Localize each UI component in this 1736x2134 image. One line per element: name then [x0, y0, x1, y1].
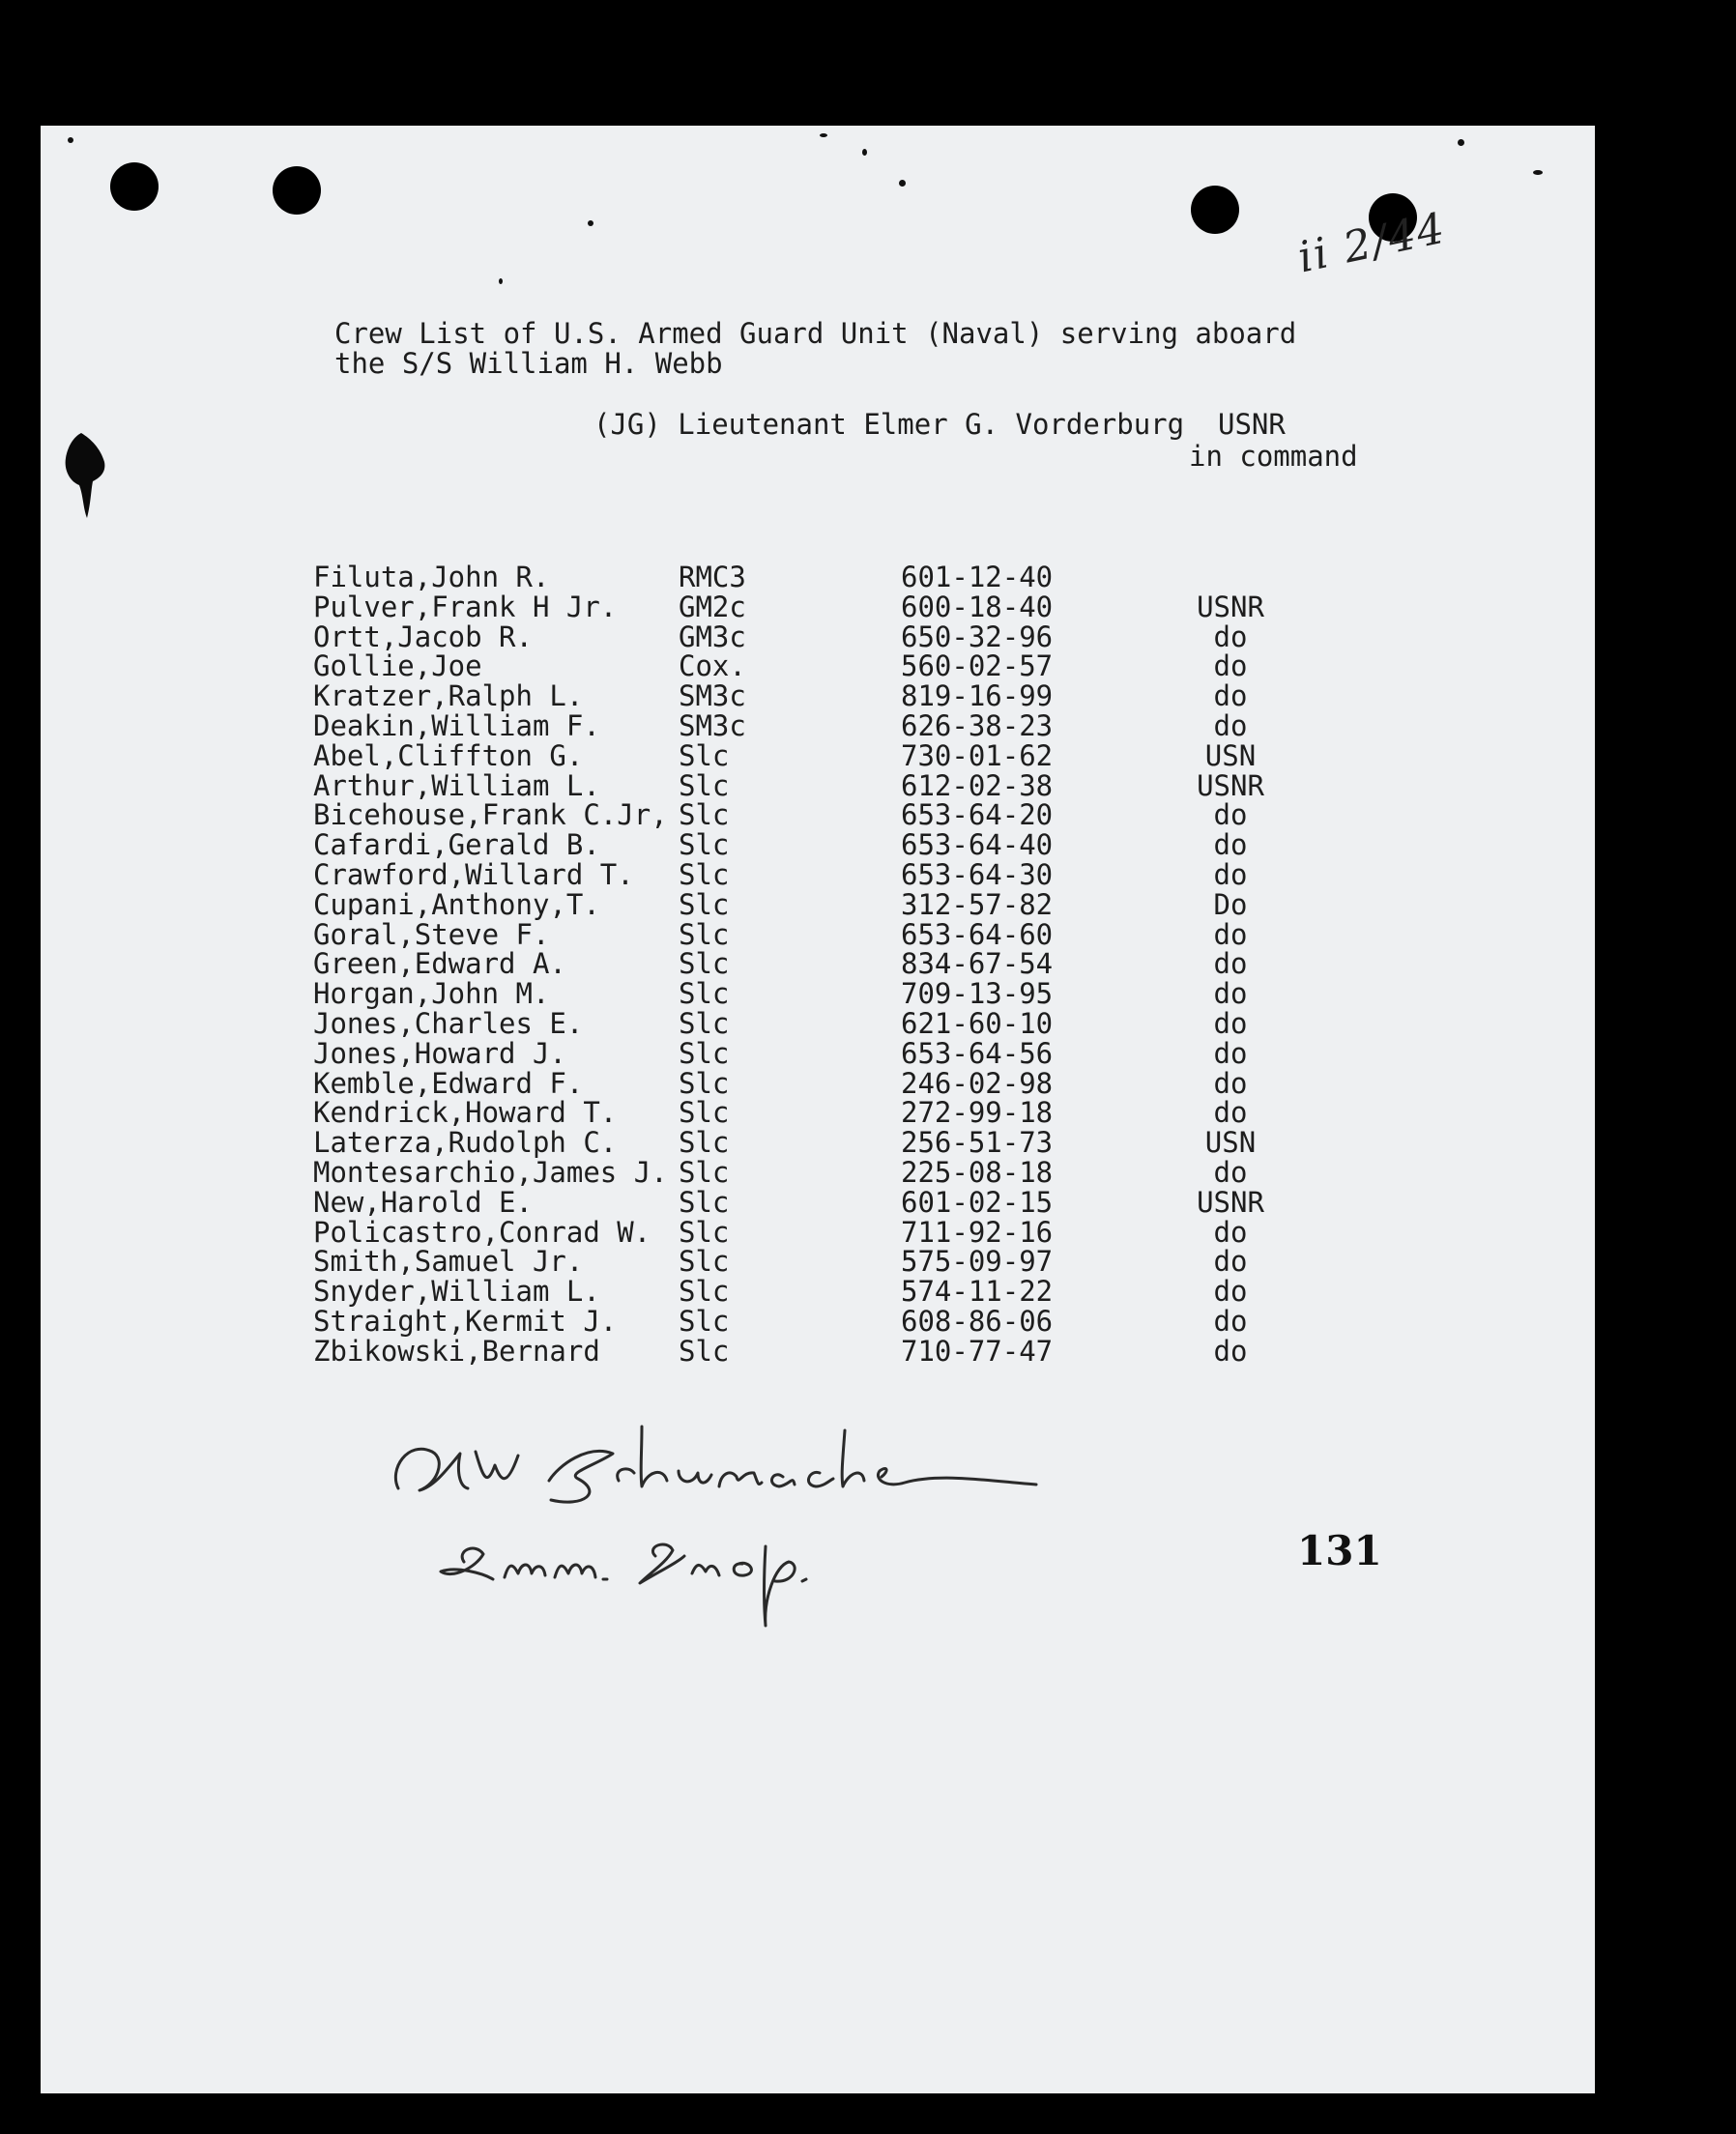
crew-rate: Slc [679, 1036, 730, 1070]
crew-branch: USN [1204, 738, 1257, 772]
crew-row [313, 1185, 1376, 1219]
crew-row [313, 1066, 1376, 1100]
crew-rate: Slc [679, 1096, 730, 1130]
crew-branch: do [1213, 620, 1248, 653]
crew-name: Pulver,Frank H Jr. [313, 590, 618, 623]
speck [588, 220, 593, 226]
crew-rate: Slc [679, 1245, 730, 1279]
crew-row [313, 1277, 1376, 1307]
crew-service-number: 653-64-40 [901, 828, 1054, 862]
crew-branch: do [1213, 917, 1248, 951]
crew-roster [313, 562, 1376, 1367]
crew-row [313, 651, 1376, 681]
speck [1458, 139, 1464, 146]
command-note: in command [1189, 440, 1358, 473]
crew-branch: do [1213, 1245, 1248, 1279]
crew-branch: do [1213, 857, 1248, 891]
crew-name: Smith,Samuel Jr. [313, 1245, 584, 1279]
crew-service-number: 709-13-95 [901, 977, 1054, 1011]
paper-sheet [41, 126, 1595, 2093]
crew-row [313, 857, 1376, 891]
crew-branch: do [1213, 1096, 1248, 1130]
crew-rate: Slc [679, 738, 730, 772]
crew-row [313, 592, 1376, 622]
crew-name: New,Harold E. [313, 1185, 533, 1219]
crew-rate: SM3c [679, 679, 746, 713]
crew-service-number: 601-02-15 [901, 1185, 1054, 1219]
crew-branch: do [1213, 1155, 1248, 1189]
crew-name: Laterza,Rudolph C. [313, 1126, 618, 1160]
crew-row [313, 1215, 1376, 1249]
crew-rate: Slc [679, 947, 730, 981]
crew-rate: Slc [679, 917, 730, 951]
punch-hole [110, 162, 159, 211]
crew-branch: do [1213, 1066, 1248, 1100]
crew-service-number: 650-32-96 [901, 620, 1054, 653]
crew-row [313, 917, 1376, 951]
crew-branch: do [1213, 828, 1248, 862]
crew-name: Abel,Cliffton G. [313, 738, 584, 772]
crew-branch: do [1213, 1275, 1248, 1309]
crew-row [313, 708, 1376, 742]
crew-name: Goral,Steve F. [313, 917, 550, 951]
crew-row [313, 979, 1376, 1009]
crew-service-number: 711-92-16 [901, 1215, 1054, 1249]
punch-hole [1191, 186, 1239, 234]
crew-service-number: 653-64-60 [901, 917, 1054, 951]
crew-rate: Slc [679, 1215, 730, 1249]
crew-rate: Slc [679, 1126, 730, 1160]
crew-name: Kendrick,Howard T. [313, 1096, 618, 1130]
crew-rate: Slc [679, 887, 730, 921]
page-number: 131 [1297, 1527, 1382, 1574]
crew-service-number: 312-57-82 [901, 887, 1054, 921]
crew-row [313, 800, 1376, 830]
crew-name: Cafardi,Gerald B. [313, 828, 600, 862]
crew-name: Snyder,William L. [313, 1275, 600, 1309]
crew-rate: Slc [679, 1006, 730, 1040]
crew-branch: do [1213, 1304, 1248, 1338]
crew-branch: do [1213, 1036, 1248, 1070]
crew-branch: USNR [1197, 768, 1264, 802]
crew-service-number: 272-99-18 [901, 1096, 1054, 1130]
handwritten-signature [360, 1372, 1056, 1672]
crew-branch: do [1213, 679, 1248, 713]
crew-rate: Slc [679, 857, 730, 891]
crew-rate: Slc [679, 798, 730, 832]
crew-row [313, 1036, 1376, 1070]
crew-name: Montesarchio,James J. [313, 1155, 668, 1189]
commander-line: (JG) Lieutenant Elmer G. Vorderburg USNR [593, 408, 1286, 441]
crew-service-number: 608-86-06 [901, 1304, 1054, 1338]
crew-branch: do [1213, 1215, 1248, 1249]
crew-branch: do [1213, 1334, 1248, 1368]
crew-branch: USNR [1197, 590, 1264, 623]
crew-row [313, 562, 1376, 592]
crew-branch: do [1213, 708, 1248, 742]
crew-row [313, 768, 1376, 802]
speck [862, 149, 867, 156]
crew-rate: Cox. [679, 649, 746, 683]
crew-service-number: 574-11-22 [901, 1275, 1054, 1309]
crew-row [313, 622, 1376, 652]
crew-row [313, 681, 1376, 711]
crew-service-number: 834-67-54 [901, 947, 1054, 981]
crew-service-number: 246-02-98 [901, 1066, 1054, 1100]
crew-service-number: 653-64-56 [901, 1036, 1054, 1070]
crew-branch: do [1213, 1006, 1248, 1040]
crew-service-number: 819-16-99 [901, 679, 1054, 713]
crew-name: Jones,Charles E. [313, 1006, 584, 1040]
crew-name: Filuta,John R. [313, 561, 550, 593]
crew-row [313, 1334, 1376, 1368]
speck [499, 278, 503, 284]
crew-row [313, 1247, 1376, 1277]
crew-name: Gollie,Joe [313, 649, 482, 683]
crew-rate: Slc [679, 1155, 730, 1189]
crew-name: Deakin,William F. [313, 708, 600, 742]
crew-name: Straight,Kermit J. [313, 1304, 618, 1338]
crew-branch: USN [1204, 1126, 1257, 1160]
crew-branch: Do [1213, 887, 1248, 921]
title-line-1: Crew List of U.S. Armed Guard Unit (Naval) serving aboard [334, 317, 1297, 350]
crew-rate: Slc [679, 1275, 730, 1309]
speck [1533, 170, 1543, 175]
speck [820, 133, 827, 137]
crew-row [313, 830, 1376, 860]
crew-rate: SM3c [679, 708, 746, 742]
crew-rate: Slc [679, 1185, 730, 1219]
crew-name: Kratzer,Ralph L. [313, 679, 584, 713]
crew-row [313, 1155, 1376, 1189]
crew-rate: GM2c [679, 590, 746, 623]
crew-name: Ortt,Jacob R. [313, 620, 533, 653]
crew-branch: do [1213, 798, 1248, 832]
crew-name: Bicehouse,Frank C.Jr, [313, 798, 668, 832]
crew-rate: Slc [679, 768, 730, 802]
crew-row [313, 1006, 1376, 1040]
crew-service-number: 225-08-18 [901, 1155, 1054, 1189]
crew-name: Crawford,Willard T. [313, 857, 634, 891]
handwritten-annotation: ii 2/44 [1293, 203, 1451, 283]
crew-name: Arthur,William L. [313, 768, 600, 802]
crew-rate: Slc [679, 1066, 730, 1100]
crew-service-number: 612-02-38 [901, 768, 1054, 802]
punch-hole [273, 166, 321, 215]
crew-service-number: 653-64-20 [901, 798, 1054, 832]
crew-service-number: 256-51-73 [901, 1126, 1054, 1160]
crew-name: Green,Edward A. [313, 947, 566, 981]
crew-row [313, 738, 1376, 772]
crew-service-number: 601-12-40 [901, 561, 1054, 593]
crew-rate: Slc [679, 828, 730, 862]
crew-rate: Slc [679, 1334, 730, 1368]
crew-name: Cupani,Anthony,T. [313, 887, 600, 921]
crew-service-number: 621-60-10 [901, 1006, 1054, 1040]
crew-rate: GM3c [679, 620, 746, 653]
crew-name: Jones,Howard J. [313, 1036, 566, 1070]
crew-service-number: 600-18-40 [901, 590, 1054, 623]
crew-row [313, 1128, 1376, 1158]
crew-name: Kemble,Edward F. [313, 1066, 584, 1100]
crew-service-number: 730-01-62 [901, 738, 1054, 772]
crew-service-number: 653-64-30 [901, 857, 1054, 891]
crew-branch: do [1213, 649, 1248, 683]
crew-rate: Slc [679, 977, 730, 1011]
speck [68, 137, 73, 143]
title-line-2: the S/S William H. Webb [334, 347, 723, 380]
crew-name: Policastro,Conrad W. [313, 1215, 651, 1249]
speck [899, 180, 906, 187]
crew-service-number: 710-77-47 [901, 1334, 1054, 1368]
crew-branch: do [1213, 947, 1248, 981]
crew-rate: RMC3 [679, 561, 746, 593]
ink-blot [62, 431, 108, 520]
crew-service-number: 560-02-57 [901, 649, 1054, 683]
crew-service-number: 626-38-23 [901, 708, 1054, 742]
crew-branch: USNR [1197, 1185, 1264, 1219]
crew-service-number: 575-09-97 [901, 1245, 1054, 1279]
crew-row [313, 949, 1376, 979]
crew-row [313, 887, 1376, 921]
crew-row [313, 1098, 1376, 1128]
crew-branch: do [1213, 977, 1248, 1011]
crew-rate: Slc [679, 1304, 730, 1338]
crew-row [313, 1304, 1376, 1338]
crew-name: Zbikowski,Bernard [313, 1334, 600, 1368]
crew-name: Horgan,John M. [313, 977, 550, 1011]
